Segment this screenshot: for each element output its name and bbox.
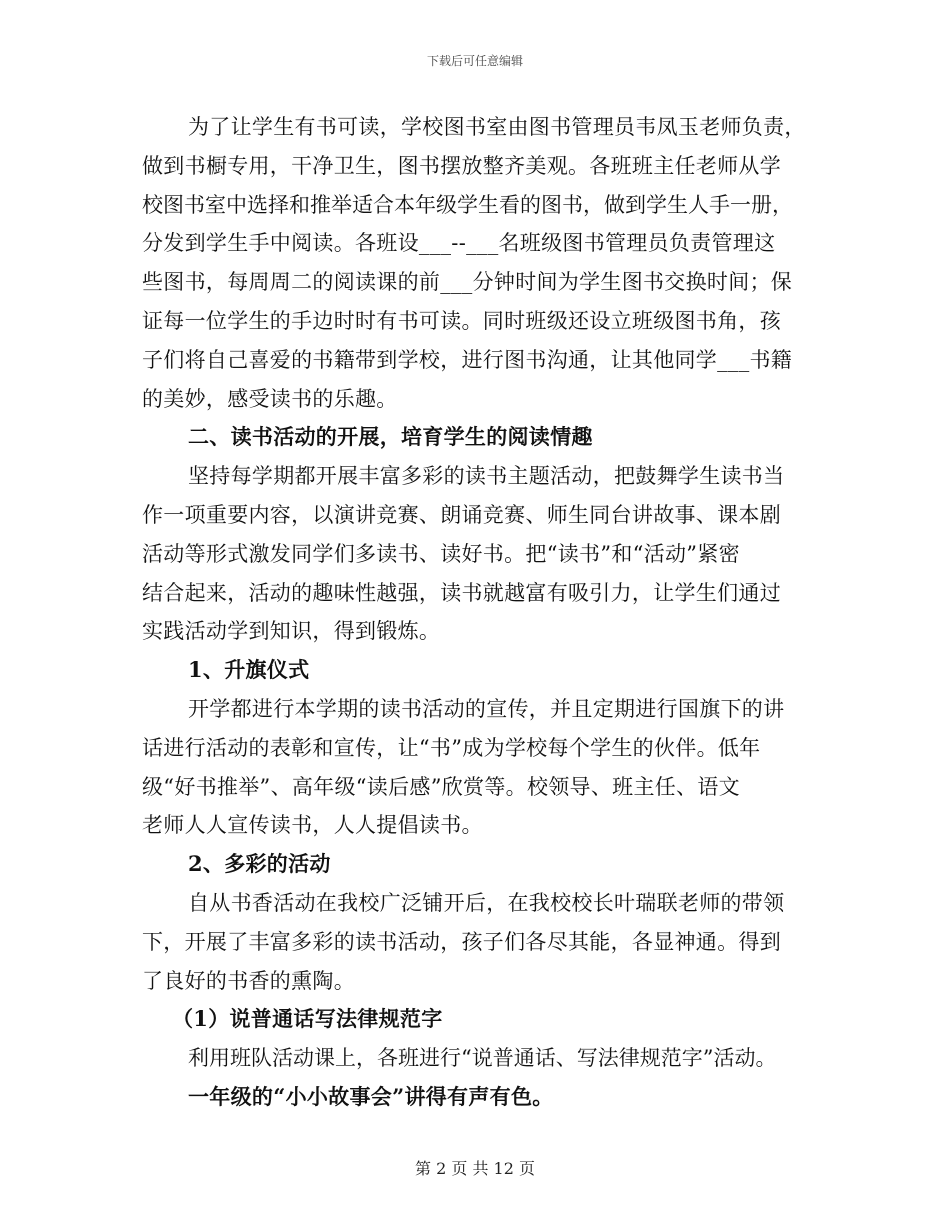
paragraph-line: 分发到学生手中阅读。各班设___--___名班级图书管理员负责管理这	[142, 231, 776, 256]
document-body	[142, 108, 812, 1117]
paragraph-line: 开学都进行本学期的读书活动的宣传，并且定期进行国旗下的讲	[188, 696, 785, 721]
paragraph-line: 了良好的书香的熏陶。	[142, 968, 355, 993]
paragraph-line: 一年级的“小小故事会”讲得有声有色。	[188, 1083, 554, 1109]
paragraph-line: 结合起来，活动的趣味性越强，读书就越富有吸引力，让学生们通过	[142, 580, 781, 605]
page-footer: 第 2 页 共 12 页	[415, 1159, 535, 1178]
paragraph-line: 校图书室中选择和推举适合本年级学生看的图书，做到学生人手一册，	[142, 192, 793, 217]
paragraph-line: 的美妙，感受读书的乐趣。	[142, 386, 398, 411]
paragraph-line: 做到书橱专用，干净卫生，图书摆放整齐美观。各班班主任老师从学	[142, 153, 781, 178]
paragraph-line: 子们将自己喜爱的书籍带到学校，进行图书沟通，让其他同学___书籍	[142, 347, 793, 372]
paragraph-line: 为了让学生有书可读，学校图书室由图书管理员韦凤玉老师负责，	[188, 115, 806, 139]
paragraph-line: 老师人人宣传读书，人人提倡读书。	[142, 813, 483, 838]
paragraph-line: 证每一位学生的手边时时有书可读。同时班级还设立班级图书角，孩	[142, 308, 781, 333]
paragraph-line: 作一项重要内容，以演讲竞赛、朗诵竞赛、师生同台讲故事、课本剧	[142, 502, 781, 527]
subsection-heading: 2、多彩的活动	[188, 851, 331, 877]
paragraph-line: 活动等形式激发同学们多读书、读好书。把“读书”和“活动”紧密	[142, 541, 740, 566]
paragraph-line: 级“好书推举”、高年级“读后感”欣赏等。校领导、班主任、语文	[142, 774, 740, 799]
paragraph-line: 实践活动学到知识，得到锻炼。	[142, 619, 441, 644]
paragraph-line: 利用班队活动课上，各班进行“说普通话、写法律规范字”活动。	[188, 1046, 777, 1071]
paragraph-line: 话进行活动的表彰和宣传，让“书”成为学校每个学生的伙伴。低年	[142, 735, 761, 760]
subsection-heading: 1、升旗仪式	[188, 657, 310, 683]
item-heading: （1）说普通话写法律规范字	[172, 1006, 443, 1032]
page-header: 下载后可任意编辑	[426, 54, 523, 68]
paragraph-line: 坚持每学期都开展丰富多彩的读书主题活动，把鼓舞学生读书当	[188, 464, 785, 489]
paragraph-line: 些图书，每周周二的阅读课的前___分钟时间为学生图书交换时间；保	[142, 270, 793, 295]
section-heading: 二、读书活动的开展，培育学生的阅读情趣	[188, 424, 593, 450]
paragraph-line: 自从书香活动在我校广泛铺开后，在我校校长叶瑞联老师的带领	[188, 890, 785, 915]
paragraph-line: 下，开展了丰富多彩的读书活动，孩子们各尽其能，各显神通。得到	[142, 929, 781, 954]
